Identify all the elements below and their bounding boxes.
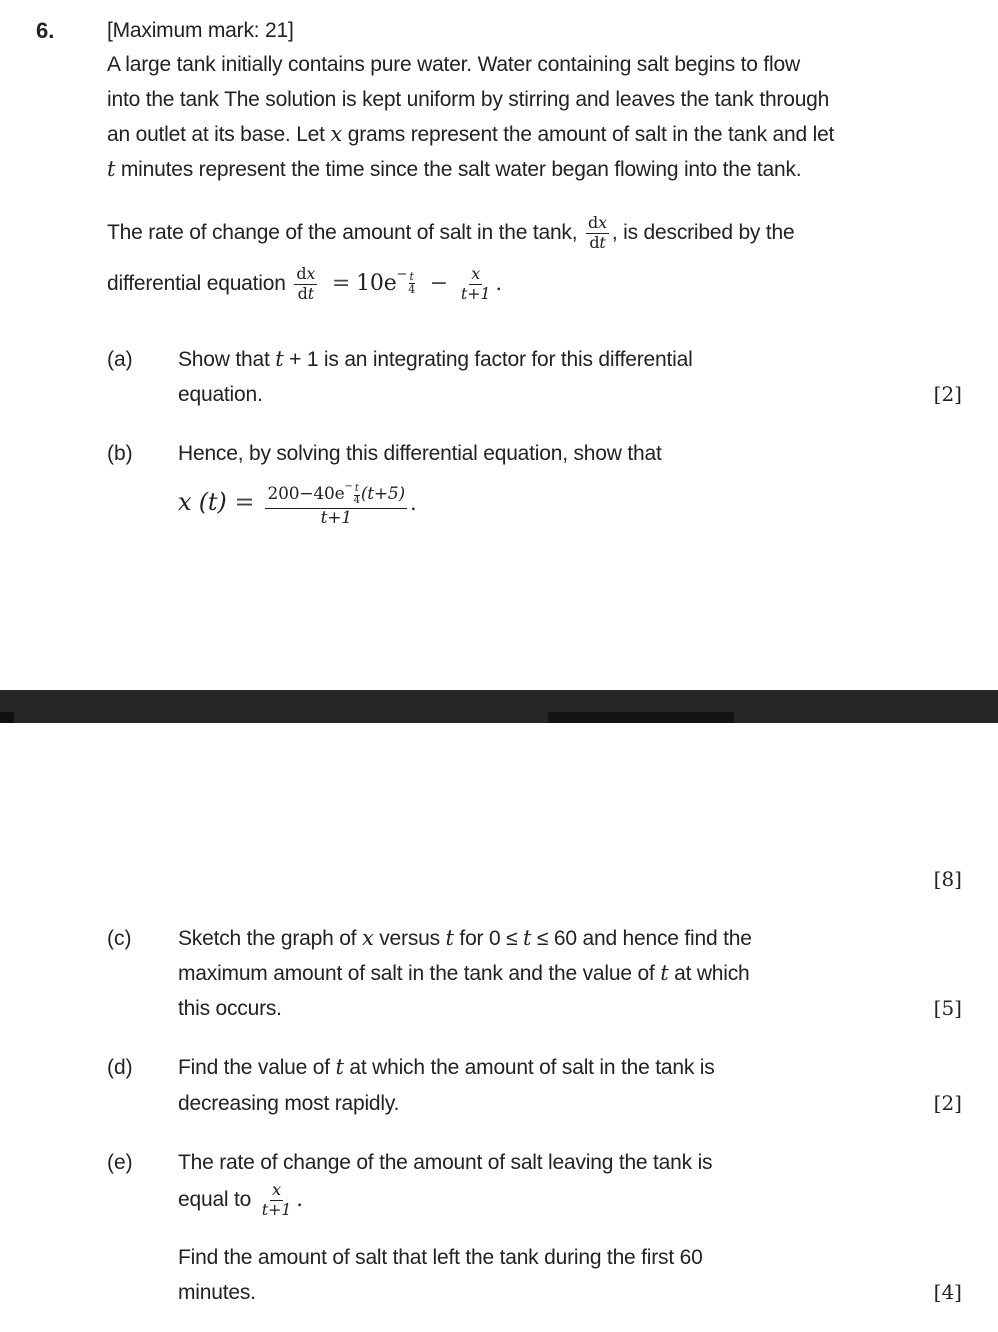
- question-number: 6.: [36, 18, 55, 43]
- part-d-label: (d): [107, 1056, 133, 1079]
- part-c-line-1: Sketch the graph of x versus t for 0 ≤ t ≤ 60 and hence find the: [178, 926, 752, 950]
- dxdt-fraction: $\frac{dx}{dt}$: [588, 213, 607, 253]
- part-e-mark: [4]: [933, 1280, 962, 1304]
- exponent-fraction: $\frac{t}{4}$: [408, 270, 416, 296]
- dxdt-fraction-2: $\frac{dx}{dt}$: [296, 264, 316, 304]
- part-a-line-1: Show that t + 1 is an integrating factor for this differential: [178, 347, 693, 371]
- part-a-mark: [2]: [933, 382, 962, 406]
- intro-line-1: A large tank initially contains pure water. Water containing salt begins to flow: [107, 53, 800, 76]
- part-e-line-4: minutes.: [178, 1281, 256, 1304]
- part-e-label: (e): [107, 1151, 133, 1174]
- part-c-line-3: this occurs.: [178, 997, 282, 1020]
- part-e-line-2: equal to $\frac{x}{t+1}$ .: [178, 1180, 303, 1220]
- x-over-t-plus-1: $\frac{x}{t+1}$: [460, 264, 491, 304]
- part-c-mark: [5]: [933, 996, 962, 1020]
- rate-line: The rate of change of the amount of salt in the tank, $\frac{dx}{dt}$ , is described by the: [107, 213, 795, 253]
- part-a-line-2: equation.: [178, 383, 263, 406]
- part-d-line-2: decreasing most rapidly.: [178, 1092, 400, 1115]
- part-e-line-1: The rate of change of the amount of salt leaving the tank is: [178, 1151, 713, 1174]
- var-t: t: [107, 157, 116, 181]
- max-mark: [Maximum mark: 21]: [107, 19, 294, 42]
- solution-fraction: 200−40e− $\frac{t}{4}$ (t+5) t+1: [267, 480, 405, 528]
- part-b-solution: x (t) = 200−40e− $\frac{t}{4}$ (t+5) t+1 .: [178, 480, 417, 528]
- part-b-line-1: Hence, by solving this differential equation, show that: [178, 442, 662, 465]
- page-divider-bar: [0, 690, 998, 723]
- part-e-line-3: Find the amount of salt that left the tank during the first 60: [178, 1246, 703, 1269]
- part-c-line-2: maximum amount of salt in the tank and the value of t at which: [178, 961, 750, 985]
- var-x: x: [330, 122, 343, 146]
- x-over-t-plus-1-e: $\frac{x}{t+1}$: [261, 1180, 292, 1220]
- part-b-label: (b): [107, 442, 133, 465]
- part-a-label: (a): [107, 348, 133, 371]
- differential-equation-line: differential equation $\frac{dx}{dt}$ = 10e− $\frac{t}{4}$ − $\frac{x}{t+1}$ .: [107, 264, 502, 304]
- part-d-line-1: Find the value of t at which the amount of salt in the tank is: [178, 1055, 715, 1079]
- part-d-mark: [2]: [933, 1091, 962, 1115]
- intro-line-3: an outlet at its base. Let x grams represent the amount of salt in the tank and let: [107, 122, 835, 146]
- intro-line-4: t minutes represent the time since the salt water began flowing into the tank.: [107, 157, 802, 181]
- part-c-label: (c): [107, 927, 132, 950]
- divider-segment-left: [0, 712, 14, 723]
- intro-line-2: into the tank The solution is kept uniform by stirring and leaves the tank through: [107, 88, 830, 111]
- divider-segment-middle: [548, 712, 734, 723]
- part-b-mark: [8]: [933, 867, 962, 891]
